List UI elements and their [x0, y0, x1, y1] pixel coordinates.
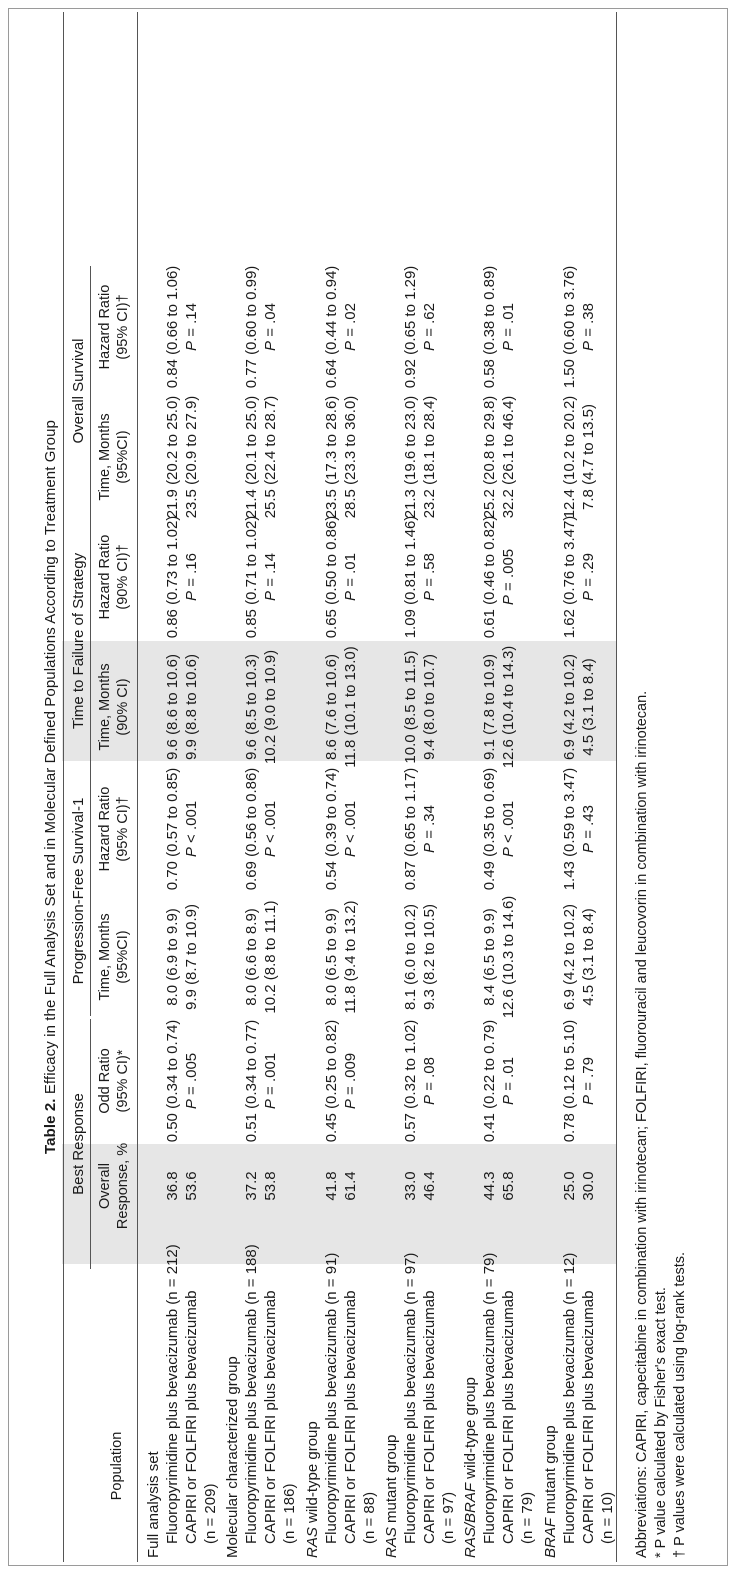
column-header-line: Hazard Ratio: [97, 534, 113, 620]
p-symbol: P: [262, 340, 280, 351]
pfs-time-value: 8.1 (6.0 to 10.2): [401, 904, 419, 1010]
tfs-hr-value: [262, 507, 280, 647]
column-header: [96, 257, 132, 397]
tfs-time-value: 8.6 (7.6 to 10.6): [322, 654, 340, 760]
p-symbol: P: [262, 847, 280, 858]
arm-label: Fluoropyrimidine plus bevacizumab (n = 212): [164, 1244, 181, 1544]
p-value: = .29: [579, 553, 597, 591]
pfs-time-value: 10.2 (8.8 to 11.1): [262, 900, 280, 1014]
os-hr-value: [500, 257, 518, 397]
p-value: = .005: [500, 548, 518, 596]
pfs-time-value: 8.0 (6.6 to 8.9): [243, 908, 261, 1006]
tfs-hr-value: [500, 507, 518, 647]
pfs-hr-value: 1.43 (0.59 to 3.47): [560, 767, 578, 891]
br-value: [262, 1006, 280, 1156]
os-time-value: 25.5 (22.4 to 28.7): [262, 395, 280, 519]
response-value: 53.8: [262, 1171, 280, 1201]
response-value: 30.0: [579, 1171, 597, 1201]
pfs-time-value: 11.8 (9.4 to 13.2): [341, 900, 359, 1014]
arm-label: (n = 88): [360, 1491, 378, 1544]
column-header-line: (95%CI): [115, 430, 131, 484]
arm-label: CAPIRI or FOLFIRI plus bevacizumab: [500, 1290, 518, 1544]
group-name-marker: RAS/BRAF: [462, 1482, 480, 1558]
column-header-line: Population: [109, 1431, 125, 1501]
os-hr-value: [183, 257, 201, 397]
br-value: [421, 1006, 439, 1156]
arm-label: CAPIRI or FOLFIRI plus bevacizumab: [262, 1290, 280, 1544]
arm-label: Fluoropyrimidine plus bevacizumab (n = 97): [401, 1252, 419, 1544]
group-name-text: Full analysis set: [145, 1451, 162, 1558]
tfs-time-value: 6.9 (4.2 to 10.2): [560, 654, 578, 760]
p-symbol: P: [183, 340, 200, 351]
os-hr-value: [421, 257, 439, 397]
tfs-time-value: 9.4 (8.0 to 10.7): [420, 654, 438, 760]
tfs-time-value: 11.8 (10.1 to 13.0): [341, 646, 359, 768]
response-value: 36.8: [164, 1171, 181, 1201]
p-symbol: P: [420, 1094, 438, 1105]
arm-label: (n = 209): [202, 1483, 219, 1544]
column-header-line: Response, %: [115, 1142, 131, 1230]
table-label: Table 2.: [42, 1098, 59, 1154]
response-value: 53.6: [183, 1171, 200, 1201]
pfs-hr-value: [421, 759, 439, 899]
arm-label: Fluoropyrimidine plus bevacizumab (n = 91): [322, 1252, 340, 1544]
p-symbol: P: [420, 842, 438, 853]
arm-label: Fluoropyrimidine plus bevacizumab (n = 12): [560, 1252, 578, 1544]
tfs-hr-value: [183, 507, 201, 647]
p-symbol: P: [500, 1094, 518, 1105]
arm-label: (n = 79): [519, 1491, 537, 1544]
arm-label: CAPIRI or FOLFIRI plus bevacizumab: [579, 1290, 597, 1544]
footnote: † P values were calculated using log-rank tests.: [672, 1251, 688, 1558]
br-value: [183, 1006, 201, 1156]
group-name: [542, 1425, 559, 1558]
p-value: = .14: [183, 303, 200, 341]
pfs-time-value: 9.9 (8.7 to 10.9): [183, 904, 200, 1010]
p-symbol: P: [183, 847, 200, 858]
os-hr-value: 0.77 (0.60 to 0.99): [243, 265, 261, 389]
br-value: 0.45 (0.25 to 0.82): [322, 1019, 340, 1143]
p-value: = .38: [579, 303, 597, 341]
arm-label: (n = 10): [598, 1491, 616, 1544]
p-value: < .001: [341, 800, 359, 848]
arm-label: CAPIRI or FOLFIRI plus bevacizumab: [420, 1290, 438, 1544]
response-value: 44.3: [481, 1171, 499, 1201]
p-symbol: P: [579, 340, 597, 351]
tfs-time-value: 10.2 (9.0 to 10.9): [262, 649, 280, 765]
table-title: Efficacy in the Full Analysis Set and in Molecular Defined Populations According to Treatment Group: [42, 420, 59, 1095]
pfs-time-value: 9.3 (8.2 to 10.5): [420, 904, 438, 1010]
group-name: [145, 1451, 162, 1558]
pfs-hr-value: 0.70 (0.57 to 0.85): [164, 767, 181, 891]
tfs-hr-value: 0.65 (0.50 to 0.86): [322, 515, 340, 639]
tfs-hr-value: [580, 507, 598, 647]
os-hr-value: [262, 257, 280, 397]
tfs-hr-value: [342, 507, 360, 647]
column-header-line: Hazard Ratio: [97, 284, 113, 370]
pfs-time-value: 6.9 (4.2 to 10.2): [560, 904, 578, 1010]
pfs-hr-value: [183, 759, 201, 899]
tfs-time-value: 9.9 (8.8 to 10.6): [183, 654, 200, 760]
top-rule: [63, 12, 64, 1562]
group-header: Best Response: [70, 1093, 87, 1195]
os-time-value: 7.8 (4.7 to 13.5): [579, 404, 597, 510]
arm-label: (n = 97): [439, 1491, 457, 1544]
tfs-hr-value: [421, 507, 439, 647]
group-rule: [90, 266, 91, 516]
p-value: = .009: [341, 1052, 359, 1100]
os-time-value: 23.5 (20.9 to 27.9): [183, 395, 200, 519]
p-value: = .62: [420, 303, 438, 341]
os-hr-value: [342, 257, 360, 397]
p-value: < .001: [500, 800, 518, 848]
tfs-hr-value: 0.86 (0.73 to 1.02): [164, 515, 181, 639]
br-value: 0.51 (0.34 to 0.77): [243, 1019, 261, 1143]
br-value: [342, 1006, 360, 1156]
tfs-hr-value: 0.85 (0.71 to 1.02): [243, 515, 261, 639]
br-value: 0.50 (0.34 to 0.74): [164, 1019, 181, 1143]
os-time-value: 32.2 (26.1 to 46.4): [500, 395, 518, 519]
group-header: Time to Failure of Strategy: [70, 552, 87, 730]
os-hr-value: [580, 257, 598, 397]
group-name: [304, 1421, 321, 1558]
group-name-marker: RAS: [303, 1527, 321, 1558]
group-name-text: wild-type group: [462, 1377, 480, 1483]
br-value: 0.78 (0.12 to 5.10): [560, 1019, 578, 1143]
group-name: [224, 1356, 241, 1558]
response-value: 41.8: [322, 1171, 340, 1201]
response-value: 25.0: [560, 1171, 578, 1201]
os-hr-value: 0.64 (0.44 to 0.94): [322, 265, 340, 389]
pfs-hr-value: [500, 759, 518, 899]
column-header-line: (95% CI)*: [115, 1049, 131, 1113]
group-name-marker: BRAF: [541, 1517, 559, 1558]
p-symbol: P: [579, 1094, 597, 1105]
tfs-time-value: 9.1 (7.8 to 10.9): [481, 654, 499, 760]
column-header: [108, 1366, 126, 1566]
arm-label: Fluoropyrimidine plus bevacizumab (n = 188): [243, 1244, 261, 1544]
os-time-value: 28.5 (23.3 to 36.0): [341, 395, 359, 519]
p-symbol: P: [420, 590, 438, 601]
p-value: = .58: [420, 553, 438, 591]
pfs-time-value: 4.5 (3.1 to 8.4): [579, 908, 597, 1006]
group-name-text: mutant group: [382, 1434, 400, 1528]
os-time-value: 25.2 (20.8 to 29.8): [481, 395, 499, 519]
tfs-time-value: 10.0 (8.5 to 11.5): [401, 650, 419, 764]
pfs-hr-value: [580, 759, 598, 899]
group-rule: [90, 766, 91, 1016]
p-value: = .34: [420, 805, 438, 843]
group-name: [383, 1435, 400, 1558]
column-header-line: Time, Months: [97, 413, 113, 501]
p-symbol: P: [341, 340, 359, 351]
column-header-line: Hazard Ratio: [97, 786, 113, 872]
p-symbol: P: [579, 842, 597, 853]
pfs-hr-value: [342, 759, 360, 899]
response-value: 37.2: [243, 1171, 261, 1201]
response-value: 61.4: [341, 1171, 359, 1201]
p-value: = .01: [500, 303, 518, 341]
p-symbol: P: [341, 590, 359, 601]
pfs-time-value: 8.0 (6.9 to 9.9): [164, 908, 181, 1006]
p-value: = .02: [341, 303, 359, 341]
table-caption: [42, 0, 59, 1574]
column-header: [96, 892, 132, 1022]
bottom-rule: [616, 12, 617, 1562]
column-header: [96, 759, 132, 899]
p-symbol: P: [500, 595, 518, 606]
p-value: = .16: [183, 553, 200, 591]
group-name-text: wild-type group: [303, 1421, 321, 1528]
tfs-hr-value: 1.62 (0.76 to 3.47): [560, 515, 578, 639]
tfs-hr-value: 0.61 (0.46 to 0.82): [481, 515, 499, 639]
p-value: = .01: [341, 553, 359, 591]
os-hr-value: 0.92 (0.65 to 1.29): [401, 265, 419, 389]
column-header: [96, 507, 132, 647]
p-symbol: P: [500, 340, 518, 351]
group-rule: [90, 516, 91, 766]
group-name-text: mutant group: [541, 1425, 559, 1518]
column-header-line: Time, Months: [97, 913, 113, 1001]
tfs-time-value: 12.6 (10.4 to 14.3): [500, 645, 518, 769]
response-value: 46.4: [420, 1171, 438, 1201]
tfs-time-value: 9.6 (8.5 to 10.3): [243, 654, 261, 760]
p-symbol: P: [341, 1099, 359, 1110]
tfs-time-value: 4.5 (3.1 to 8.4): [579, 658, 597, 756]
pfs-hr-value: 0.69 (0.56 to 0.86): [243, 767, 261, 891]
p-value: = .001: [262, 1052, 280, 1100]
response-value: 33.0: [401, 1171, 419, 1201]
group-header: Overall Survival: [70, 338, 87, 444]
pfs-time-value: 8.4 (6.5 to 9.9): [481, 908, 499, 1006]
p-symbol: P: [500, 847, 518, 858]
br-value: 0.57 (0.32 to 1.02): [401, 1019, 419, 1143]
p-symbol: P: [262, 590, 280, 601]
column-header: [96, 392, 132, 522]
tfs-hr-value: 1.09 (0.81 to 1.46): [401, 515, 419, 639]
arm-label: CAPIRI or FOLFIRI plus bevacizumab: [341, 1290, 359, 1544]
footnote: * P value calculated by Fisher's exact test.: [653, 1287, 669, 1558]
column-header: [96, 1006, 132, 1156]
pfs-time-value: 8.0 (6.5 to 9.9): [322, 908, 340, 1006]
br-value: [580, 1006, 598, 1156]
pfs-hr-value: [262, 759, 280, 899]
p-value: = .43: [579, 805, 597, 843]
arm-label: Fluoropyrimidine plus bevacizumab (n = 79): [481, 1252, 499, 1544]
os-time-value: 23.5 (17.3 to 28.6): [322, 395, 340, 519]
column-header-line: Odd Ratio: [97, 1048, 113, 1114]
p-symbol: P: [183, 1099, 200, 1110]
os-time-value: 21.9 (20.2 to 25.0): [164, 395, 181, 519]
group-rule: [90, 1019, 91, 1269]
group-header: Progression-Free Survival-1: [70, 797, 87, 985]
column-header-line: (90% CI)†: [115, 544, 131, 610]
br-value: [500, 1006, 518, 1156]
os-time-value: 23.2 (18.1 to 28.4): [420, 395, 438, 519]
group-name: [462, 1377, 479, 1558]
arm-label: CAPIRI or FOLFIRI plus bevacizumab: [183, 1290, 200, 1544]
p-value: = .14: [262, 553, 280, 591]
os-time-value: 21.4 (20.1 to 25.0): [243, 395, 261, 519]
p-symbol: P: [579, 590, 597, 601]
pfs-hr-value: 0.49 (0.35 to 0.69): [481, 767, 499, 891]
column-header-line: Overall: [97, 1163, 113, 1209]
p-value: = .01: [500, 1057, 518, 1095]
p-value: < .001: [183, 800, 200, 848]
p-symbol: P: [262, 1099, 280, 1110]
os-time-value: 21.3 (19.6 to 23.0): [401, 395, 419, 519]
p-symbol: P: [341, 847, 359, 858]
column-header-line: (95% CI)†: [115, 294, 131, 360]
p-value: = .04: [262, 303, 280, 341]
p-value: < .001: [262, 800, 280, 848]
p-value: = .08: [420, 1057, 438, 1095]
os-hr-value: 1.50 (0.60 to 3.76): [560, 265, 578, 389]
p-symbol: P: [183, 590, 200, 601]
column-header-line: Time, Months: [97, 663, 113, 751]
pfs-hr-value: 0.87 (0.65 to 1.17): [401, 767, 419, 891]
footnote: Abbreviations: CAPIRI, capecitabine in combination with irinotecan; FOLFIRI, fluorouracil and leucovorin in combination with irinotecan.: [634, 690, 650, 1558]
os-hr-value: 0.84 (0.66 to 1.06): [164, 265, 181, 389]
group-name-marker: RAS: [382, 1527, 400, 1558]
column-header-line: (90% CI): [115, 678, 131, 736]
p-symbol: P: [420, 340, 438, 351]
p-value: = .005: [183, 1052, 200, 1100]
p-value: = .79: [579, 1057, 597, 1095]
response-value: 65.8: [500, 1171, 518, 1201]
arm-label: (n = 186): [281, 1483, 299, 1544]
column-header: [96, 642, 132, 772]
os-hr-value: 0.58 (0.38 to 0.89): [481, 265, 499, 389]
os-time-value: 12.4 (10.2 to 20.2): [560, 395, 578, 519]
group-name-text: Molecular characterized group: [224, 1356, 242, 1558]
tfs-time-value: 9.6 (8.6 to 10.6): [164, 654, 181, 760]
pfs-hr-value: 0.54 (0.39 to 0.74): [322, 767, 340, 891]
column-header-line: (95% CI)†: [115, 796, 131, 862]
br-value: 0.41 (0.22 to 0.79): [481, 1019, 499, 1143]
pfs-time-value: 12.6 (10.3 to 14.6): [500, 895, 518, 1019]
column-header-line: (95%CI): [115, 930, 131, 984]
header-rule: [137, 12, 138, 1562]
